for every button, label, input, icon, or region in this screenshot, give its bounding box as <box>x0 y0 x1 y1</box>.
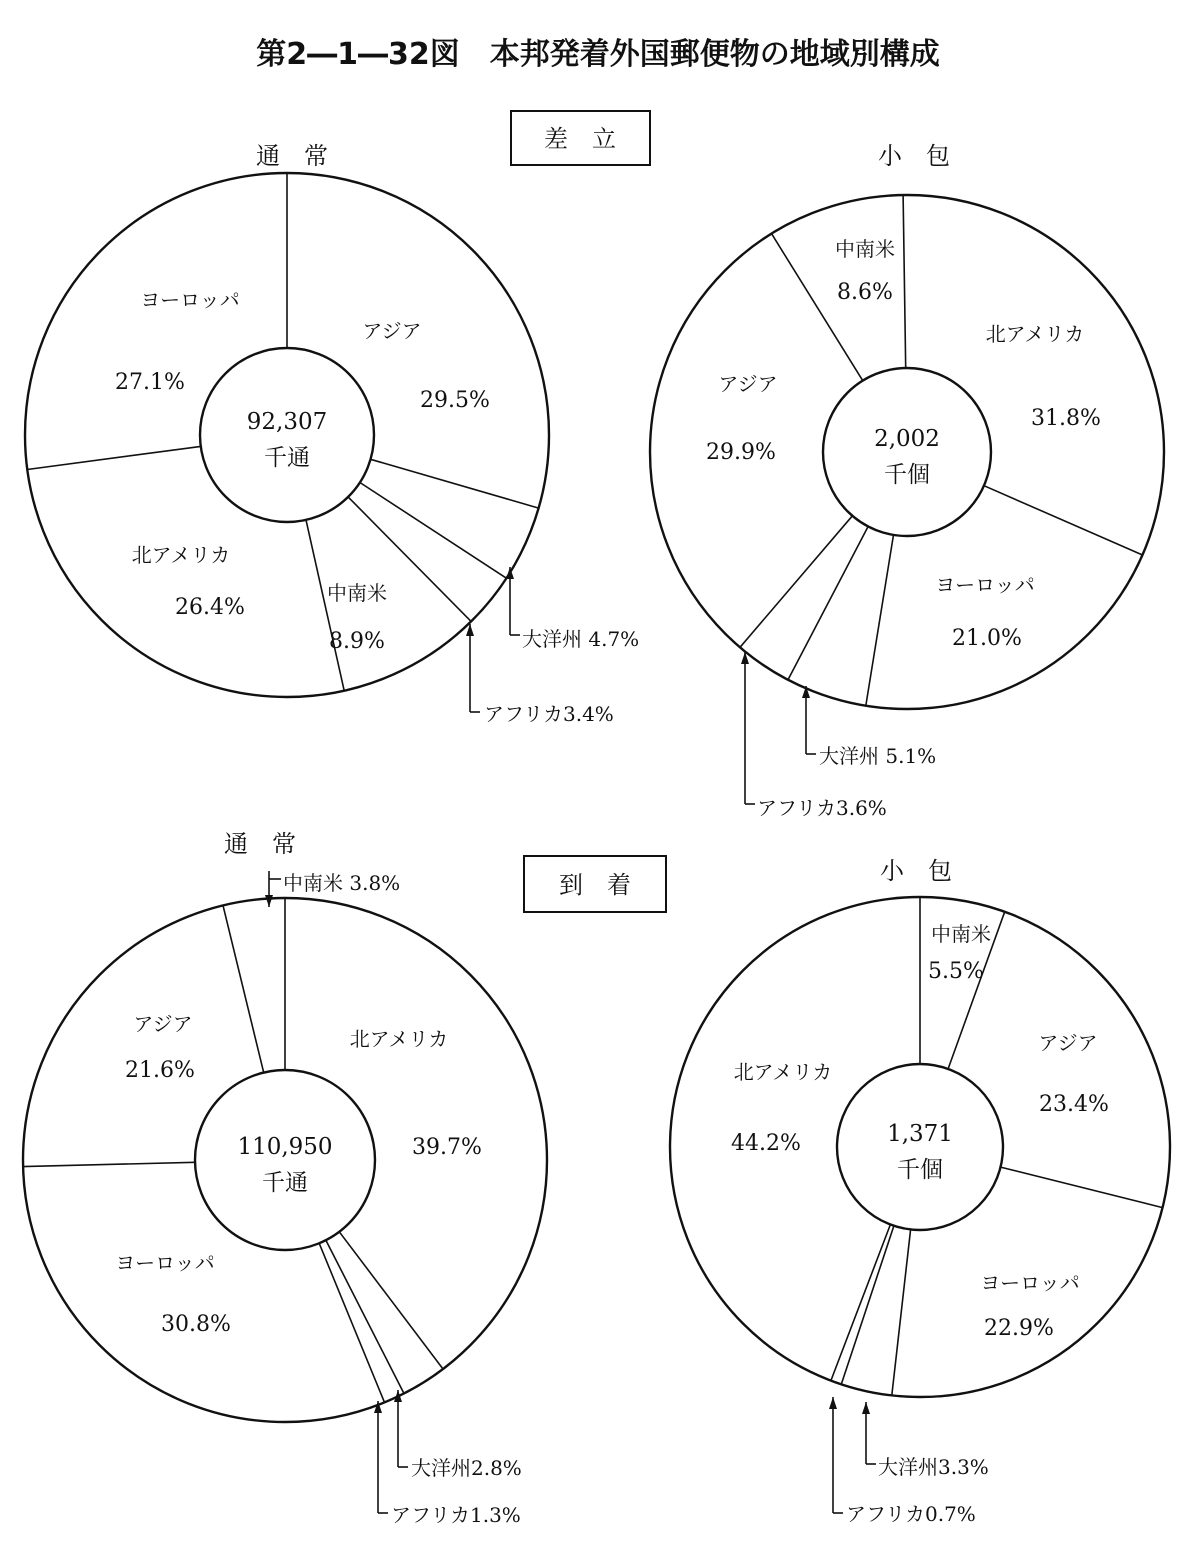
slice-boundary-3 <box>326 1240 404 1393</box>
chart-title: 通 常 <box>256 142 328 170</box>
slice-value: 29.5% <box>420 388 490 413</box>
slice-boundary-6 <box>27 446 201 469</box>
slice-boundary-2 <box>339 1232 443 1369</box>
slice-boundary-2 <box>984 486 1143 555</box>
slice-callout-label: アフリカ0.7% <box>846 1502 976 1526</box>
slice-boundary-3 <box>1001 1167 1163 1208</box>
slice-label: ヨーロッパ <box>980 1271 1080 1295</box>
pie-center-circle <box>837 1064 1003 1230</box>
center-unit: 千通 <box>262 1170 308 1196</box>
section-label-arrived: 到 着 <box>559 871 631 899</box>
slice-callout-label: 大洋州3.3% <box>878 1455 989 1479</box>
center-unit: 千個 <box>897 1157 943 1183</box>
center-total: 1,371 <box>887 1121 953 1147</box>
slice-value: 30.8% <box>161 1312 231 1337</box>
pie-chart-2 <box>650 142 1164 820</box>
slice-label: 北アメリカ <box>131 543 231 567</box>
slice-label: アジア <box>1038 1031 1098 1055</box>
slice-boundary-1 <box>903 195 906 368</box>
slice-value: 8.6% <box>837 280 893 305</box>
section-box-arrived <box>524 856 666 912</box>
slice-callout-label: 大洋州 4.7% <box>522 627 640 651</box>
slice-label: 中南米 <box>327 581 387 605</box>
slice-value: 5.5% <box>928 959 984 984</box>
slice-callout-label: アフリカ1.3% <box>391 1503 521 1527</box>
figure-title: 第2―1―32図 本邦発着外国郵便物の地域別構成 <box>256 37 940 72</box>
slice-label: ヨーロッパ <box>935 573 1035 597</box>
slice-boundary-2 <box>371 459 539 508</box>
slice-value: 26.4% <box>175 595 245 620</box>
center-total: 2,002 <box>874 426 940 452</box>
slice-label: 中南米 <box>835 237 895 261</box>
slice-boundary-5 <box>740 516 852 648</box>
slice-boundary-4 <box>788 527 868 680</box>
slice-boundary-5 <box>841 1226 894 1385</box>
slice-label: アジア <box>133 1012 193 1036</box>
pie-charts <box>23 142 1170 1527</box>
slice-value: 27.1% <box>115 370 185 395</box>
slice-boundary-6 <box>223 905 264 1072</box>
pie-center-circle <box>200 348 374 522</box>
slice-callout-label: 大洋州2.8% <box>411 1456 522 1480</box>
pie-chart-1 <box>25 142 639 726</box>
slice-callout-label: 中南米 3.8% <box>283 871 401 895</box>
slice-boundary-6 <box>831 1225 891 1381</box>
slice-boundary-5 <box>306 520 344 691</box>
slice-label: ヨーロッパ <box>140 288 240 312</box>
slice-value: 29.9% <box>706 440 776 465</box>
chart-title: 通 常 <box>224 830 296 858</box>
slice-label: アジア <box>718 372 778 396</box>
slice-value: 8.9% <box>329 629 385 654</box>
chart-title: 小 包 <box>878 142 950 170</box>
slice-boundary-4 <box>892 1230 911 1396</box>
slice-label: 北アメリカ <box>733 1060 833 1084</box>
pie-center-circle <box>823 368 991 536</box>
slice-boundary-5 <box>23 1162 195 1166</box>
slice-value: 31.8% <box>1031 406 1101 431</box>
slice-label: アジア <box>362 319 422 343</box>
slice-value: 39.7% <box>412 1135 482 1160</box>
slice-label: 北アメリカ <box>349 1027 449 1051</box>
center-unit: 千個 <box>884 462 930 488</box>
slice-label: ヨーロッパ <box>115 1251 215 1275</box>
slice-label: 北アメリカ <box>985 322 1085 346</box>
chart-title: 小 包 <box>880 857 952 885</box>
pie-chart-3 <box>23 830 547 1527</box>
center-total: 92,307 <box>246 409 328 435</box>
center-unit: 千通 <box>264 445 310 471</box>
section-box-sent <box>511 111 650 165</box>
slice-callout-label: 大洋州 5.1% <box>819 744 937 768</box>
slice-value: 44.2% <box>731 1131 801 1156</box>
pie-center-circle <box>195 1070 375 1250</box>
slice-value: 21.6% <box>125 1058 195 1083</box>
callout-arrowhead <box>265 895 273 907</box>
callout-arrowhead <box>829 1397 837 1409</box>
pie-chart-4 <box>670 857 1170 1526</box>
slice-label: 中南米 <box>931 922 991 946</box>
slice-boundary-3 <box>866 535 894 706</box>
slice-callout-label: アフリカ3.6% <box>757 796 887 820</box>
slice-value: 23.4% <box>1039 1092 1109 1117</box>
slice-value: 21.0% <box>952 626 1022 651</box>
slice-callout-label: アフリカ3.4% <box>484 702 614 726</box>
center-total: 110,950 <box>237 1134 333 1160</box>
slice-value: 22.9% <box>984 1316 1054 1341</box>
section-label-sent: 差 立 <box>544 125 616 153</box>
slice-boundary-4 <box>319 1243 384 1402</box>
callout-arrowhead <box>862 1402 870 1414</box>
